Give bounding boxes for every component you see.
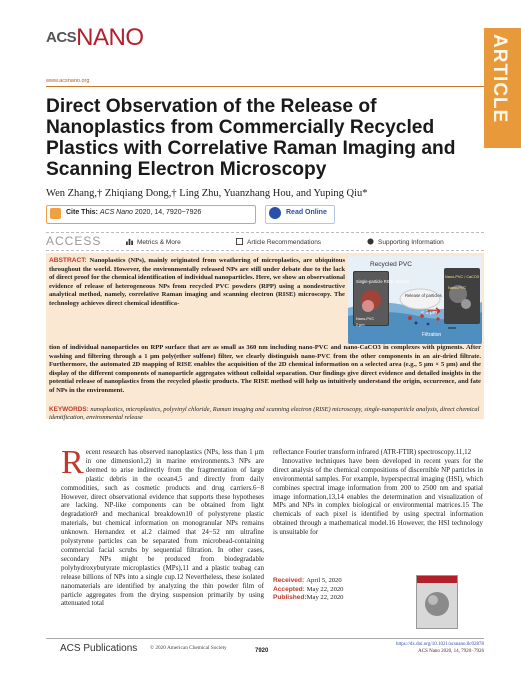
drop-cap: R [61, 444, 84, 481]
recommendations-link[interactable]: Article Recommendations [236, 238, 321, 246]
journal-cover-thumbnail[interactable] [416, 575, 458, 629]
toc-spa-label: Single-particle RISE analysis [356, 279, 410, 284]
journal-ref: ACS Nano 2020, 14, 7920−7926 [418, 648, 484, 654]
toc-scale-label: 2 μm [356, 323, 365, 327]
keywords: KEYWORDS: nanoplastics, microplastics, polyvinyl chloride, Raman imaging and scanning electron (RISE) microscopy, single-nanoparticle analysis, direct chemical identification, environmental release [49, 406, 480, 422]
header-rule [46, 86, 484, 87]
access-divider-bottom [46, 250, 484, 252]
abstract-text-part2: tion of individual nanoparticles on RPP surface that are as small as 360 nm including nano-PVC and nano-CaCO3 in complexes with pigments. After washing and filtering through a 1 μm poly(ether sulfone) filter, we clearly distinguish nano-PVC from the other components in an air-dried filtrate. Furthermore, the automated 2D mapping of RISE enables the acquisition of the 2D chemical information on a selected area (e.g., 5 μm × 5 μm) and the display of the different components of nanoparticle aggregates without colloidal separation. Our findings give direct evidence and detailed insights in the potential release of nanoplastics from the recycled plastic products. The RISE method will help us intuitively understand the origin, occurrence, and fate of NPs in the environment. [49, 344, 481, 394]
article-section-tab: ARTICLE [484, 28, 521, 148]
metrics-link[interactable]: Metrics & More [126, 238, 181, 246]
toc-nano-label-2: Nano-PVC [448, 286, 467, 290]
toc-graphic [348, 256, 482, 344]
copyright: © 2020 American Chemical Society [150, 645, 227, 651]
cover-image [417, 576, 457, 628]
journal-logo: $^{ACS}$NANO [46, 24, 144, 51]
document-icon [236, 238, 243, 245]
bar-chart-icon [126, 238, 133, 245]
abstract-text-part1: ABSTRACT: Nanoplastics (NPs), mainly originated from weathering of microplastics, are ubiquitous throughout the world. However, the environmentally released NPs are still under debate due to the lack of direct proof for the chemical identification of individual nanoparticles. Here, we show an observational evidence of release of heterogeneous NPs from recycled PVC powders (RPP) using a nondestructive analytical method, namely, correlative Raman imaging and scanning electron (RISE) microscopy. The technology achieves direct chemical identifica- [49, 257, 346, 307]
toc-nano-label-1: Nano-PVC / CaCO3 [445, 275, 479, 279]
access-divider-top [46, 232, 484, 234]
read-online-label[interactable]: Read Online [286, 209, 327, 216]
supporting-info-link[interactable]: Supporting Information [367, 238, 444, 246]
toc-filtration-label: Filtration [422, 332, 442, 338]
doi-link[interactable]: https://dx.doi.org/10.1021/acsnano.0c02878 [396, 642, 484, 647]
paragraph: Innovative techniques have been developed in recent years for the direct analysis of the chemical compositions of discernible NP particles in environmental samples. For example, hyperspectral imaging (HSI), which combines spectral image information from 200 to 2500 nm and spatial image information,13,14 enables the determination and visualization of MPs and NPs in complex biological or environmental matrices.15 The chemicals of each pixel is identified by using spectral information obtained through a mathematical model.16 However, the HSI technology is unsuitable for [273, 456, 483, 537]
article-dates: Received: April 5, 2020 Accepted: May 22, 2020 Published: May 22, 2020 [273, 577, 344, 602]
globe-icon [269, 207, 281, 219]
body-column-right [273, 448, 483, 537]
journal-url[interactable]: www.acsnano.org [46, 78, 90, 84]
toc-release-label: Release of particles [405, 293, 442, 298]
article-title: Direct Observation of the Release of Nanoplastics from Commercially Recycled Plastics with Correlative Raman Imaging and Scanning Electron Microscopy [46, 96, 456, 180]
doi-block [392, 642, 484, 655]
toc-nano-label-3: Nano-PVC [356, 317, 375, 321]
body-column-left: Recent research has observed nanoplastics (NPs, less than 1 μm in one dimension1,2) in marine environments.3 NPs are deemed to arise indirectly from the fragmentation of large plastic debris in the ocean4,5 and directly from daily commodities, such as cosmetic products and drug carriers.6−8 However, direct observational evidence that supports these hypotheses are lacking. NP-like components can be obtained from light degradation9 and mechanical breakdown10 of polystyrene plastic materials, but chemical information on monogranular NPs remains unknown. Hernandez et al.2 claimed that 24−52 nm ultrafine polystyrene particles can be separated from microbead-containing commercial facial scrubs by sequential filtration. In other cases, secondary NPs might be produced from biodegradable polyhydroxybutyrate microplastics (MPs),11 and a plastic teabag can release billions of NPs into a single cup.12 Nevertheless, these isolated nanomaterials are identified by analyzing the thin powder film of particle aggregates from the drying suspension primarily by using attenuated total [61, 444, 264, 608]
access-label: ACCESS [46, 234, 102, 248]
footer-rule [46, 638, 484, 639]
author-list: Wen Zhang,† Zhiqiang Dong,† Ling Zhu, Yuanzhang Hou, and Yuping Qiu* [46, 188, 368, 199]
cite-icon [50, 208, 61, 219]
toc-size-label: < 1 μm [421, 310, 438, 316]
toc-illustration [348, 256, 482, 344]
supporting-info-icon [367, 238, 374, 245]
toc-title: Recycled PVC [370, 261, 412, 268]
page-number: 7920 [255, 648, 269, 654]
acs-publications-logo: ACS Publications [60, 643, 138, 654]
paragraph-continued: reflectance Fourier transform infrared (ATR-FTIR) spectroscopy.11,12 [273, 448, 472, 456]
citation: Cite This: ACS Nano 2020, 14, 7920−7926 [66, 209, 202, 216]
